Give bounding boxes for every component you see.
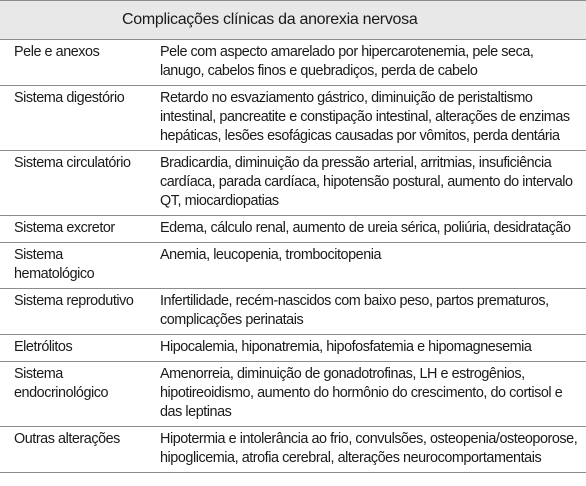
complications-cell: Edema, cálculo renal, aumento de ureia sérica, poliúria, desidratação (148, 216, 586, 243)
table-body (0, 40, 586, 473)
system-cell: Sistema endocrinológico (0, 362, 148, 427)
complications-cell: Infertilidade, recém-nascidos com baixo peso, partos prematuros, complicações perinatais (148, 289, 586, 335)
system-cell: Outras alterações (0, 427, 148, 473)
system-cell: Eletrólitos (0, 335, 148, 362)
table-title: Complicações clínicas da anorexia nervosa (122, 11, 418, 28)
table-row (0, 151, 586, 216)
complications-cell: Pele com aspecto amarelado por hipercarotenemia, pele seca, lanugo, cabelos finos e quebradiços, perda de cabelo (148, 40, 586, 86)
system-cell: Sistema reprodutivo (0, 289, 148, 335)
table-row (0, 216, 586, 243)
table-row (0, 243, 586, 289)
complications-cell: Amenorreia, diminuição de gonadotrofinas, LH e estrogênios, hipotireoidismo, aumento do hormônio do crescimento, do cortisol e das leptinas (148, 362, 586, 427)
table-row (0, 427, 586, 473)
system-cell: Sistema circulatório (0, 151, 148, 216)
complications-cell: Hipocalemia, hiponatremia, hipofosfatemia e hipomagnesemia (148, 335, 586, 362)
system-cell: Sistema hematológico (0, 243, 148, 289)
system-cell: Pele e anexos (0, 40, 148, 86)
system-cell: Sistema excretor (0, 216, 148, 243)
table-header (0, 0, 586, 40)
complications-cell: Bradicardia, diminuição da pressão arterial, arritmias, insuficiência cardíaca, parada cardíaca, hipotensão postural, aumento do intervalo QT, miocardiopatias (148, 151, 586, 216)
table-row (0, 289, 586, 335)
complications-cell: Retardo no esvaziamento gástrico, diminuição de peristaltismo intestinal, pancreatite e constipação intestinal, alterações de enzimas hepáticas, lesões esofágicas causadas por vômitos, perda dentária (148, 86, 586, 151)
table-row (0, 362, 586, 427)
complications-cell: Hipotermia e intolerância ao frio, convulsões, osteopenia/osteoporose, hipoglicemia, atrofia cerebral, alterações neurocomportamentais (148, 427, 586, 473)
table-row (0, 86, 586, 151)
table-row (0, 335, 586, 362)
table-row (0, 40, 586, 86)
complications-cell: Anemia, leucopenia, trombocitopenia (148, 243, 586, 289)
system-cell: Sistema digestório (0, 86, 148, 151)
